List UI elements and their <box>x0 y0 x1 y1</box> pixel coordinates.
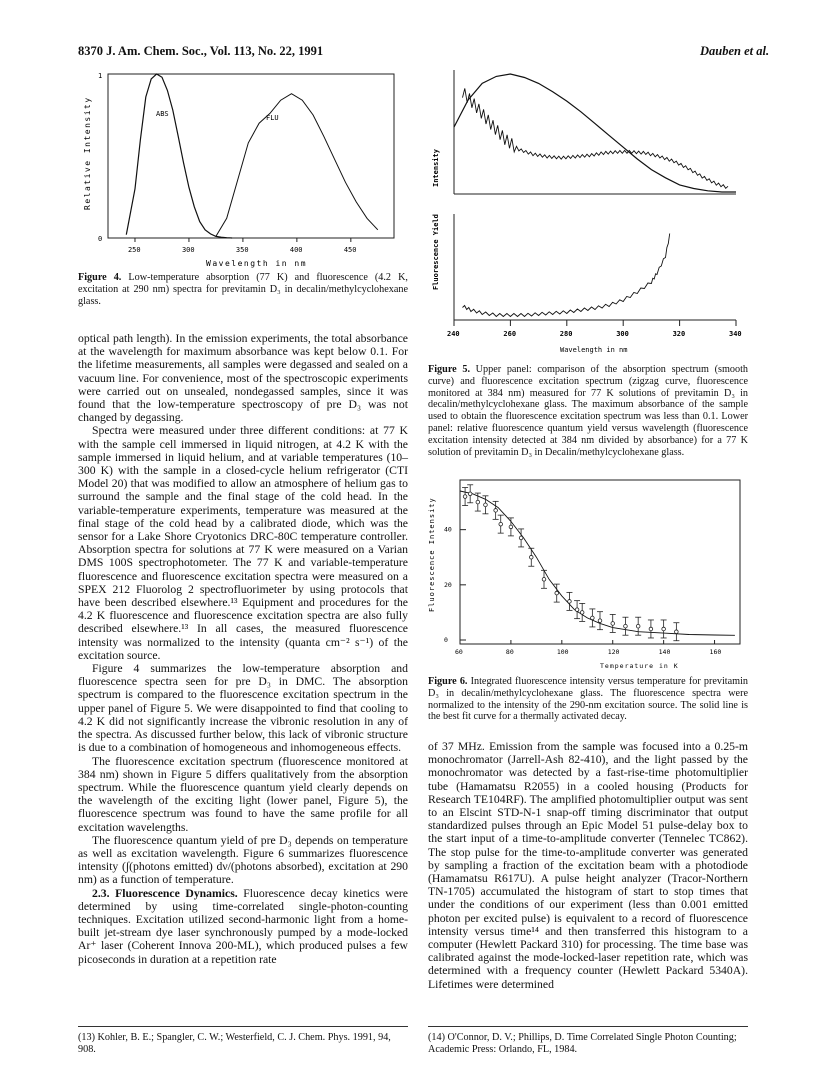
figure-4-caption <box>78 272 408 307</box>
figure-4-xtick-label: 350 <box>235 246 249 254</box>
section-heading-2-3: 2.3. Fluorescence Dynamics. <box>92 886 238 900</box>
figure-4 <box>76 70 406 270</box>
figure-5-xtick-label: 240 <box>447 330 460 338</box>
figure-6-ylabel: Fluorescence Intensity <box>428 497 436 612</box>
figure-6-xtick-label: 80 <box>505 648 514 656</box>
running-header-authors: Dauben et al. <box>700 44 770 58</box>
figure-5-absorption-curve <box>454 74 736 192</box>
figure-6-caption-label: Figure 6. <box>428 676 468 687</box>
footnote-rule-right <box>428 1026 748 1027</box>
figure-4-label-flu: FLU <box>266 114 279 122</box>
left-paragraph-3: Figure 4 summarizes the low-temperature absorption and fluorescence spectra seen for pre D₃ in DMC. The absorption spectrum is compared to the fluorescence excitation spectrum in the upper panel of Figure 5. We were disappointed to find that cooling to 4.2 K did not significantly increase the vibronic resolution in any of the spectra. As discussed further below, this lack of vibronic structure is due to a combination of homogeneous and inhomogeneous effects. <box>78 662 408 755</box>
figure-6-data-point <box>675 630 679 634</box>
figure-5-lower-ylabel: Fluorescence Yield <box>432 214 440 290</box>
figure-4-xlabel: Wavelength in nm <box>206 259 308 268</box>
figure-5-xtick-label: 260 <box>503 330 517 338</box>
figure-5-caption <box>428 364 748 458</box>
figure-4-xtick-label: 250 <box>127 246 141 254</box>
figure-5-xtick-label: 280 <box>559 330 573 338</box>
figure-6-ytick-label: 0 <box>444 636 448 644</box>
figure-6-caption-text: Integrated fluorescence intensity versus temperature for previtamin D₃ in decalin/methylcyclohexane glass. The fluorescence spectra were normalized to the intensity of the 290-nm excitation source. The solid line is the best fit curve for a thermally activated decay. <box>428 676 748 723</box>
figure-5-excitation-curve <box>463 88 729 188</box>
figure-4-flu-curve <box>216 94 378 237</box>
figure-6-data-point <box>591 616 595 620</box>
figure-4-label-abs: ABS <box>156 110 169 118</box>
footnote-rule-left <box>78 1026 408 1027</box>
figure-6-data-point <box>463 495 467 499</box>
figure-6-data-point <box>519 536 523 540</box>
figure-6-data-point <box>555 591 559 595</box>
figure-6-data-point <box>542 578 546 582</box>
figure-6-xtick-label: 160 <box>709 648 722 656</box>
left-column-text <box>78 332 408 966</box>
figure-6-data-point <box>662 627 666 631</box>
figure-5-xlabel: Wavelength in nm <box>560 346 628 354</box>
figure-6-data-point <box>580 611 584 615</box>
left-paragraph-1: optical path length). In the emission experiments, the total absorbance at the wavelength for maximum absorbance was kept below 0.1. For the lifetime measurements, all samples were degassed and sealed on a vacuum line. For convenience, most of the spectroscopic experiments were carried out on unsealed, nondegassed samples, since it was found that the low-temperature spectroscopy of pre D₃ was not changed by degassing. <box>78 332 408 425</box>
figure-6-data-point <box>636 624 640 628</box>
figure-6-ytick-label: 20 <box>444 580 452 589</box>
figure-4-xtick-label: 300 <box>181 246 195 254</box>
figure-5-yield-curve <box>463 234 670 317</box>
figure-5-caption-label: Figure 5. <box>428 364 470 375</box>
right-paragraph-1: of 37 MHz. Emission from the sample was focused into a 0.25-m monochromator (Jarrell-Ash 82-410), and the light passed by the monochromator was detected by a fast-rise-time photomultiplier tube (Hamamatsu R2055) in a cooled housing (Products for Research TE104RF). The amplified photomultiplier output was sent to an Elscint STD-N-1 snap-off timing discriminator that output standardized pulses through an Epic Model 51 pulse-delay box to the start input of a time-to-amplitude converter (Tennelec TC862). The stop pulse for the time-to-amplitude converter was generated by sampling a fraction of the excitation beam with a photodiode (Hamamatsu R617U). A pulse height analyzer (Tracor-Northern TN-1705) accumulated the histogram of start to stop times that under the conditions of our experiment (less than 0.001 emitted photon per excited pulse) is equivalent to a record of fluorescence intensity versus time¹⁴ and then transferred this histogram to a computer (Hewlett Packard 310) for processing. The time base was calibrated against the mode-locked-laser repetition rate, which was determined with a frequency counter (Hewlett Packard 5340A). Lifetimes were determined <box>428 740 748 991</box>
figure-6-xlabel: Temperature in K <box>600 662 679 670</box>
figure-6-data-point <box>649 627 653 631</box>
figure-4-caption-label: Figure 4. <box>78 272 122 283</box>
figure-6-data-point <box>476 500 480 504</box>
figure-4-y-bottom-tick: 0 <box>98 235 103 243</box>
figure-6-data-point <box>598 619 602 623</box>
figure-6-data-point <box>575 608 579 612</box>
figure-6-fit-curve <box>460 491 735 635</box>
figure-6-xtick-label: 120 <box>607 648 620 656</box>
figure-6-data-point <box>468 492 472 496</box>
figure-6 <box>420 472 750 672</box>
footnote-14: (14) O'Connor, D. V.; Phillips, D. Time Correlated Single Photon Counting; Academic Press: Orlando, FL, 1984. <box>428 1032 737 1055</box>
footnote-13: (13) Kohler, B. E.; Spangler, C. W.; Westerfield, C. J. Chem. Phys. 1991, 94, 908. <box>78 1032 391 1055</box>
right-column-text <box>428 740 748 991</box>
figure-4-xtick-label: 400 <box>289 246 303 254</box>
figure-6-data-point <box>611 622 615 626</box>
figure-4-abs-curve <box>126 74 232 238</box>
figure-6-data-point <box>494 509 498 513</box>
figure-6-data-point <box>529 555 533 559</box>
figure-6-xtick-label: 60 <box>455 648 463 656</box>
figure-5-xtick-label: 320 <box>672 330 686 338</box>
figure-4-frame <box>108 74 394 238</box>
figure-5-caption-text: Upper panel: comparison of the absorption spectrum (smooth curve) and fluorescence excitation spectrum (zigzag curve, fluorescence monitored at 384 nm) measured for 77 K solutions of previtamin D₃ in decalin/methylcyclohexane glass. The maximum absorbance of the sample used to obtain the fluorescence excitation spectrum was less than 0.1. Lower panel: relative fluorescence quantum yield versus wavelength (fluorescence excitation intensity detected at 384 nm divided by absorbance) for a 77 K solution of previtamin D₃ in Decalin/methylcyclohexane glass. <box>428 364 748 458</box>
figure-4-y-top-tick: 1 <box>98 72 103 80</box>
figure-4-caption-text: Low-temperature absorption (77 K) and fluorescence (4.2 K, excitation at 290 nm) spectra for previtamin D₃ in decalin/methylcyclohexane glass. <box>78 272 408 307</box>
figure-6-xtick-label: 100 <box>556 648 569 656</box>
figure-5 <box>420 62 750 358</box>
running-header: 8370 J. Am. Chem. Soc., Vol. 113, No. 22, 1991 <box>78 44 324 58</box>
figure-4-ylabel: Relative Intensity <box>83 96 92 210</box>
figure-6-xtick-label: 140 <box>658 648 671 656</box>
figure-6-caption <box>428 676 748 723</box>
left-paragraph-4: The fluorescence excitation spectrum (fluorescence monitored at 384 nm) shown in Figure 5 differs qualitatively from the absorption spectrum. While the fluorescence quantum yield clearly depends on the wavelength of the exciting light (lower panel, Figure 5), the fluorescence spectrum was found to have the same profile for all excitation wavelengths. <box>78 754 408 834</box>
figure-6-ytick-label: 40 <box>444 525 452 534</box>
figure-5-xtick-label: 340 <box>729 330 742 338</box>
left-paragraph-6-text: Fluorescence decay kinetics were determined by using time-correlated single-photon-counting techniques. Excitation utilized second-harmonic light from a home-built jet-stream dye laser synchronously pumped by a mode-locked Ar⁺ laser (Coherent Innova 200-ML), which produced pulses a few picoseconds in duration at a repetition rate <box>78 886 408 966</box>
left-paragraph-2: Spectra were measured under three different conditions: at 77 K with the sample cell immersed in liquid nitrogen, at 4.2 K with the sample immersed in liquid helium, and at variable temperatures (10–300 K) with the sample in a closed-cycle helium refrigerator (CTI Model 20) that was modified to allow an atmosphere of helium gas to surround the sample and the final stage of the cold head. In the variable-temperature experiments, temperature was measured at the final stage of the cold head by a calibrated diode, which was the sensor for a Lake Shore Cryotonics DRC-80C temperature controller. Absorption spectra for solutions at 77 K were measured on a Varian DMS 100S spectrophotometer. The 77 K and variable-temperature fluorescence and fluorescence excitation spectra were measured on a SPEX 212 Fluorolog 2 spectrofluorimeter by using protocols that have been described elsewhere.¹³ Equipment and procedures for the 4.2 K fluorescence and fluorescence excitation spectra are also fully described elsewhere.¹³ In all cases, the measured fluorescence intensity was normalized to the intensity (quanta cm⁻² s⁻¹) of the excitation source. <box>78 424 408 662</box>
figure-5-upper-ylabel: Intensity <box>432 149 440 187</box>
figure-6-data-point <box>509 525 513 529</box>
figure-6-data-point <box>568 600 572 604</box>
left-paragraph-6 <box>78 887 408 966</box>
figure-4-xtick-label: 450 <box>343 246 357 254</box>
figure-6-data-point <box>624 624 628 628</box>
figure-6-data-point <box>484 503 488 507</box>
figure-5-xtick-label: 300 <box>616 330 629 338</box>
left-paragraph-5: The fluorescence quantum yield of pre D₃ depends on temperature as well as excitation wavelength. Figure 6 summarizes fluorescence intensity (∫(photons emitted) dν/(photons absorbed), excitation at 290 nm) as a function of temperature. <box>78 833 408 887</box>
figure-6-data-point <box>499 522 503 526</box>
